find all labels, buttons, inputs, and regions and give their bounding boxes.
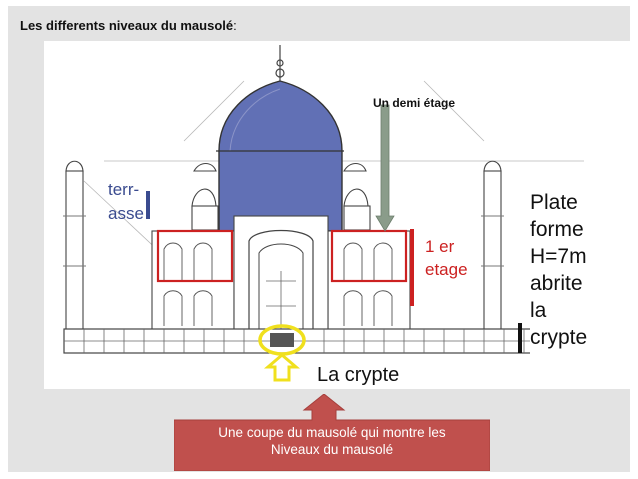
label-terrace-line2: asse xyxy=(108,204,144,223)
callout-line1: Une coupe du mausolé qui montre les xyxy=(218,425,446,440)
label-first-floor-line2: etage xyxy=(425,260,468,279)
callout-line2: Niveaux du mausolé xyxy=(270,442,394,457)
label-crypt: La crypte xyxy=(317,364,400,386)
label-platform-line6: crypte xyxy=(530,326,588,349)
title-text: Les differents niveaux du mausolé xyxy=(20,18,234,33)
label-terrace-line1: terr- xyxy=(108,180,140,199)
caption-callout xyxy=(174,394,490,471)
label-first-floor-line1: 1 er xyxy=(425,237,455,256)
label-half-floor: Un demi étage xyxy=(373,96,456,110)
slide-title xyxy=(20,18,237,33)
callout-text xyxy=(174,424,490,458)
label-platform-line3: H=7m xyxy=(530,245,587,268)
label-platform-line2: forme xyxy=(530,218,584,241)
crypt-chamber xyxy=(270,333,294,347)
label-platform-line1: Plate xyxy=(530,191,578,214)
label-platform-line4: abrite xyxy=(530,272,583,295)
label-platform-line5: la xyxy=(530,299,547,322)
title-colon: : xyxy=(233,18,237,33)
